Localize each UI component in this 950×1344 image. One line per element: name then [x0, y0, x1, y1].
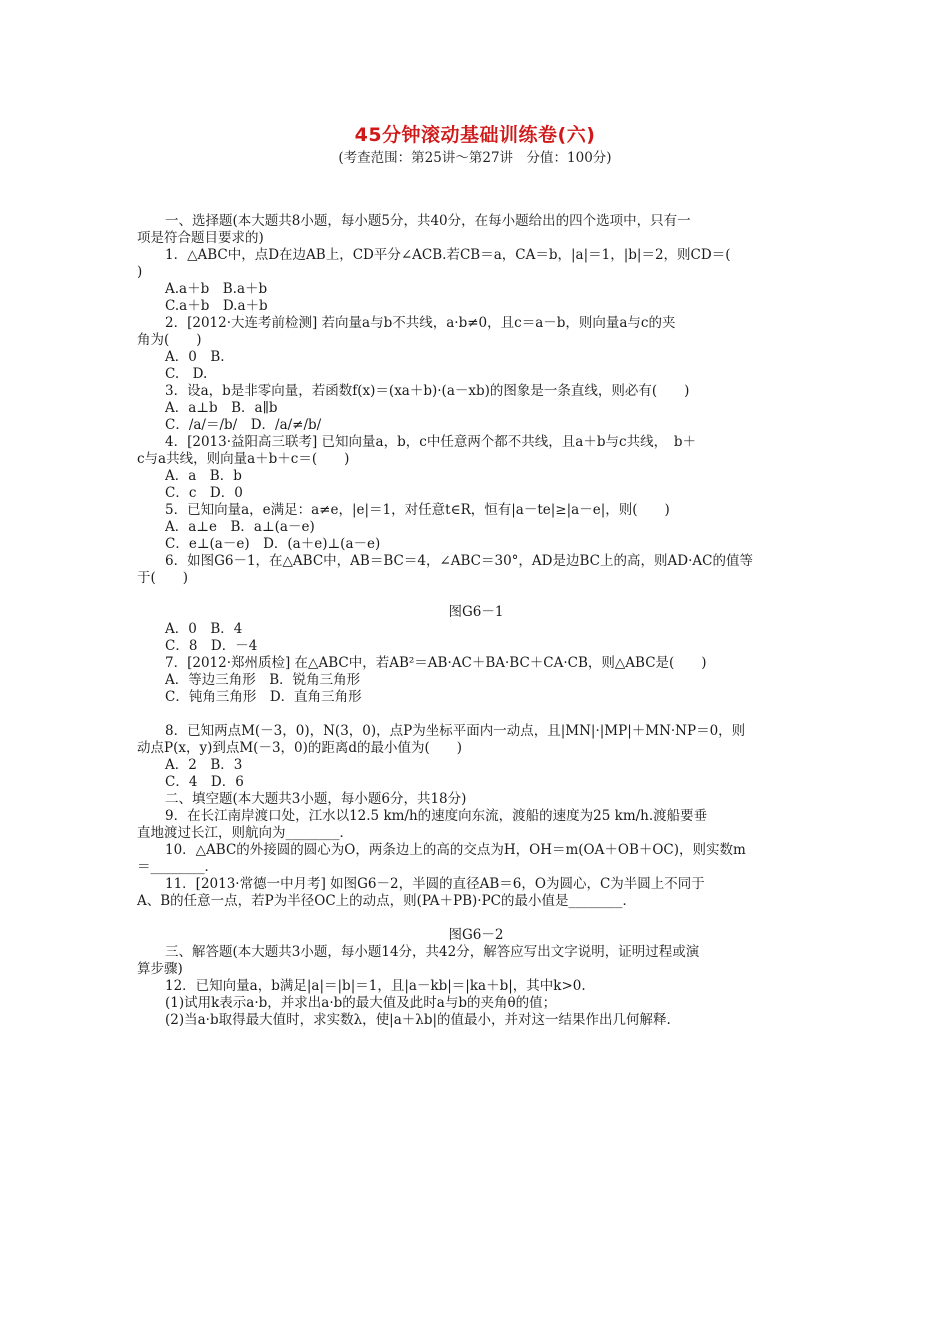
- text-line: C．e⊥(a－e) D．(a＋e)⊥(a－e): [165, 536, 381, 552]
- text-line: A．0 B.: [165, 349, 225, 365]
- text-line: C. D.: [165, 366, 208, 382]
- text-line: C．8 D．－4: [165, 638, 258, 654]
- text-line: 11．[2013·常德一中月考] 如图G6－2，半圆的直径AB＝6，O为圆心，C为半圆上不同于: [165, 876, 705, 892]
- figure-caption: 图G6－2: [448, 927, 504, 943]
- text-line: 二、填空题(本大题共3小题，每小题6分，共18分): [165, 791, 467, 807]
- text-line: 7．[2012·郑州质检] 在△ABC中，若AB²＝AB·AC＋BA·BC＋CA·CB，则△ABC是( ): [165, 655, 707, 671]
- text-line: 动点P(x，y)到点M(－3，0)的距离d的最小值为( ): [137, 740, 463, 756]
- text-line: 一、选择题(本大题共8小题，每小题5分，共40分，在每小题给出的四个选项中，只有一: [165, 213, 691, 229]
- text-line: 算步骤): [137, 961, 183, 977]
- text-line: 三、解答题(本大题共3小题，每小题14分，共42分，解答应写出文字说明，证明过程或演: [165, 944, 700, 960]
- text-line: 9．在长江南岸渡口处，江水以12.5 km/h的速度向东流，渡船的速度为25 km/h.渡船要垂: [165, 808, 708, 824]
- text-line: (1)试用k表示a·b，并求出a·b的最大值及此时a与b的夹角θ的值；: [165, 995, 557, 1011]
- text-line: 4．[2013·益阳高三联考] 已知向量a，b，c中任意两个都不共线，且a＋b与c共线， b＋: [165, 434, 696, 450]
- text-line: A．a⊥e B．a⊥(a－e): [165, 519, 315, 535]
- text-line: A．a B．b: [165, 468, 242, 484]
- text-line: A．2 B．3: [165, 757, 243, 773]
- text-line: A、B的任意一点，若P为半径OC上的动点，则(PA＋PB)·PC的最小值是________．: [137, 893, 636, 909]
- text-line: ): [137, 264, 143, 280]
- text-line: 5．已知向量a，e满足：a≠e，|e|＝1，对任意t∈R，恒有|a－te|≥|a－e|，则( ): [165, 502, 670, 518]
- text-line: 1．△ABC中，点D在边AB上，CD平分∠ACB.若CB＝a，CA＝b，|a|＝1，|b|＝2，则CD＝(: [165, 247, 731, 263]
- text-line: ＝________．: [137, 859, 218, 875]
- text-line: 于( ): [137, 570, 189, 586]
- text-line: (2)当a·b取得最大值时，求实数λ，使|a＋λb|的值最小，并对这一结果作出几何解释.: [165, 1012, 671, 1028]
- text-line: C.a＋b D.a＋b: [165, 298, 268, 314]
- text-line: A．a⊥b B．a∥b: [165, 400, 278, 416]
- text-line: C．钝角三角形 D．直角三角形: [165, 689, 362, 705]
- text-line: A．0 B．4: [165, 621, 243, 637]
- text-line: 8．已知两点M(－3，0)，N(3，0)，点P为坐标平面内一动点，且|MN|·|MP|＋MN·NP＝0，则: [165, 723, 746, 739]
- blank-line: [137, 706, 815, 723]
- text-line: 角为( ): [137, 332, 202, 348]
- blank-line: [137, 910, 815, 927]
- text-line: 10．△ABC的外接圆的圆心为O，两条边上的高的交点为H，OH＝m(OA＋OB＋OC)，则实数m: [165, 842, 746, 858]
- text-line: C．4 D．6: [165, 774, 244, 790]
- page-subtitle: (考查范围：第25讲～第27讲 分值：100分): [338, 150, 612, 166]
- text-line: C．c D．0: [165, 485, 243, 501]
- figure-caption: 图G6－1: [448, 604, 504, 620]
- text-line: C．/a/＝/b/ D．/a/≠/b/: [165, 417, 322, 433]
- document-body: [137, 213, 815, 1029]
- text-line: 2．[2012·大连考前检测] 若向量a与b不共线，a·b≠0，且c＝a－b，则向量a与c的夹: [165, 315, 676, 331]
- text-line: 3．设a，b是非零向量，若函数f(x)＝(xa＋b)·(a－xb)的图象是一条直线，则必有( ): [165, 383, 690, 399]
- text-line: 12．已知向量a，b满足|a|＝|b|＝1，且|a－kb|＝|ka＋b|，其中k>0.: [165, 978, 586, 994]
- page-title: 45分钟滚动基础训练卷(六): [354, 124, 596, 146]
- blank-line: [137, 587, 815, 604]
- text-line: A．等边三角形 B．锐角三角形: [165, 672, 361, 688]
- text-line: 项是符合题目要求的): [137, 230, 264, 246]
- text-line: 6．如图G6－1，在△ABC中，AB＝BC＝4，∠ABC＝30°，AD是边BC上的高，则AD·AC的值等: [165, 553, 753, 569]
- text-line: A.a＋b B.a＋b: [165, 281, 268, 297]
- text-line: 直地渡过长江，则航向为________．: [137, 825, 353, 841]
- text-line: c与a共线，则向量a＋b＋c＝( ): [137, 451, 350, 467]
